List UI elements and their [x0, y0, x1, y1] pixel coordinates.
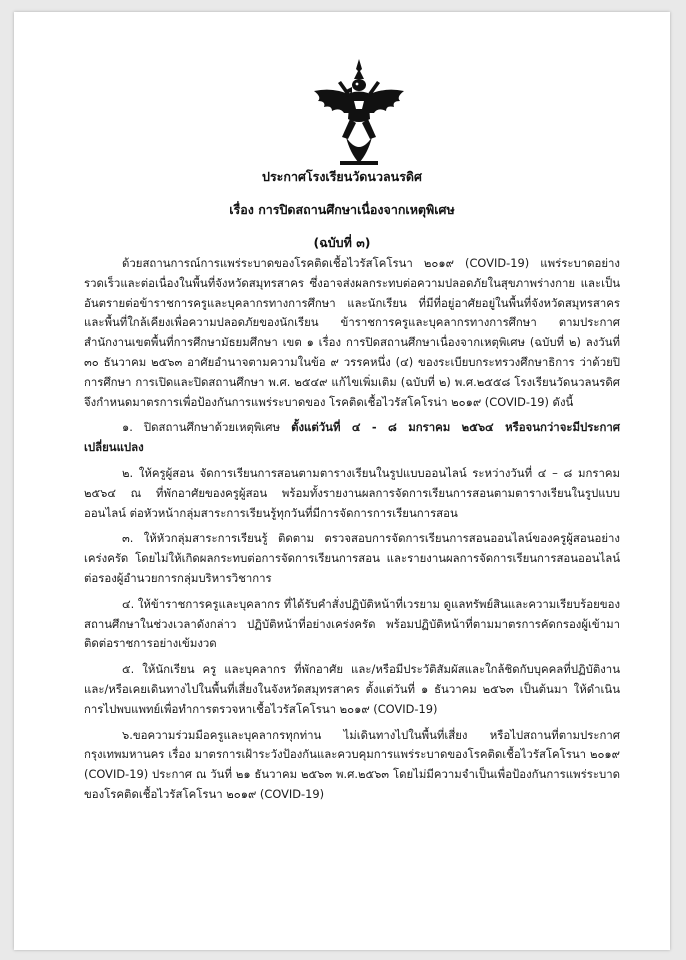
- document-page: [14, 12, 670, 950]
- document-issue-number: (ฉบับที่ ๓): [313, 235, 371, 250]
- item-5: ๕. ให้นักเรียน ครู และบุคลากร ที่พักอาศัย และ/หรือมีประวัติสัมผัสและใกล้ชิดกับบุคคลที่ปฏิบัติงาน และ/หรือเคยเดินทางไปในพื้นที่เสี่ยงในจังหวัดสมุทรสาคร ตั้งแต่วันที่ ๑ ธันวาคม ๒๕๖๓ เป็นต้นมา ให้ดำเนินการไปพบแพทย์เพื่อทำการตรวจหาเชื้อไวรัสโคโรนา ๒๐๑๙ (COVID-19): [84, 662, 620, 716]
- item-1-text: ๑. ปิดสถานศึกษาด้วยเหตุพิเศษ: [122, 420, 292, 435]
- document-title: ประกาศโรงเรียนวัดนวลนรดิศ: [262, 169, 422, 184]
- item-6: ๖.ขอความร่วมมือครูและบุคลากรทุกท่าน ไม่เดินทางไปในพื้นที่เสี่ยง หรือไปสถานที่ตามประกาศกรุงเทพมหานคร เรื่อง มาตรการเฝ้าระวังป้องกันและควบคุมการแพร่ระบาดของโรคติดเชื้อไวรัสโคโรนา ๒๐๑๙ (COVID-19) ประกาศ ณ วันที่ ๒๑ ธันวาคม ๒๕๖๓ พ.ศ.๒๕๖๓ โดยไม่มีความจำเป็นเพื่อป้องกันการแพร่ระบาดของโรคติดเชื้อไวรัสโคโรนา ๒๐๑๙ (COVID-19): [84, 727, 620, 801]
- item-1-bold-text: ตั้งแต่วันที่ ๔ - ๘ มกราคม ๒๕๖๔ หรือจนกว่าจะมีประกาศเปลี่ยนแปลง: [84, 420, 620, 455]
- document-subject: เรื่อง การปิดสถานศึกษาเนื่องจากเหตุพิเศษ: [229, 202, 455, 217]
- item-1: [84, 418, 620, 458]
- item-4: ๔. ให้ข้าราชการครูและบุคลากร ที่ได้รับคำสั่งปฏิบัติหน้าที่เวรยาม ดูแลทรัพย์สินและความเรียบร้อยของสถานศึกษาในช่วงเวลาดังกล่าว ปฏิบัติหน้าที่อย่างเคร่งครัด พร้อมปฏิบัติหน้าที่ตามมาตรการคัดกรองผู้เข้ามาติดต่อราชการอย่างเข้มงวด: [84, 596, 621, 651]
- garuda-emblem-icon: [304, 57, 414, 169]
- item-2: ๒. ให้ครูผู้สอน จัดการเรียนการสอนตามตารางเรียนในรูปแบบออนไลน์ ระหว่างวันที่ ๔ – ๘ มกราคม ๒๕๖๔ ณ ที่พักอาศัยของครูผู้สอน พร้อมทั้งรายงานผลการจัดการเรียนการสอนตามตารางเรียนในรูปแบบออนไลน์ ต่อหัวหน้ากลุ่มสาระการเรียนรู้ทุกวันที่มีการจัดการการเรียนการสอน: [84, 465, 620, 520]
- item-3: ๓. ให้หัวกลุ่มสาระการเรียนรู้ ติดตาม ตรวจสอบการจัดการเรียนการสอนออนไลน์ของครูผู้สอนอย่างเคร่งครัด โดยไม่ให้เกิดผลกระทบต่อการจัดการเรียนการสอน และรายงานผลการจัดการเรียนการสอนออนไลน์ต่อรองผู้อำนวยการกลุ่มบริหารวิชาการ: [84, 531, 620, 585]
- document-body: [84, 254, 620, 805]
- intro-paragraph: ด้วยสถานการณ์การแพร่ระบาดของโรคติดเชื้อไวรัสโคโรนา ๒๐๑๙ (COVID-19) แพร่ระบาดอย่างรวดเร็วและต่อเนื่องในพื้นที่จังหวัดสมุทรสาคร ซึ่งอาจส่งผลกระทบต่อความปลอดภัยในสุขภาพร่างกาย และเป็นอันตรายต่อข้าราชการครูและบุคลากรทางการศึกษา และนักเรียน ที่มีที่อยู่อาศัยอยู่ในพื้นที่จังหวัดสมุทรสาคร และพื้นที่ใกล้เคียงเพื่อความปลอดภัยของนักเรียน ข้าราชการครูและบุคลากรทางการศึกษา ตามประกาศสำนักงานเขตพื้นที่การศึกษามัธยมศึกษา เขต ๑ เรื่อง การปิดสถานศึกษาเนื่องจากเหตุพิเศษ (ฉบับที่ ๒) ลงวันที่ ๓๐ ธันวาคม ๒๕๖๓ อาศัยอำนาจตามความในข้อ ๙ วรรคหนึ่ง (๔) ของระเบียบกระทรวงศึกษาธิการ ว่าด้วยปิการศึกษา การเปิดและปิดสถานศึกษา พ.ศ. ๒๕๔๙ แก้ไขเพิ่มเติม (ฉบับที่ ๒) พ.ศ.๒๕๕๘ โรงเรียนวัดนวลนรดิศ จึงกำหนดมาตรการเพื่อป้องกันการแพร่ระบาดของ โรคติดเชื้อไวรัสโคโรน่า ๒๐๑๙ (COVID-19) ดังนี้: [84, 256, 620, 409]
